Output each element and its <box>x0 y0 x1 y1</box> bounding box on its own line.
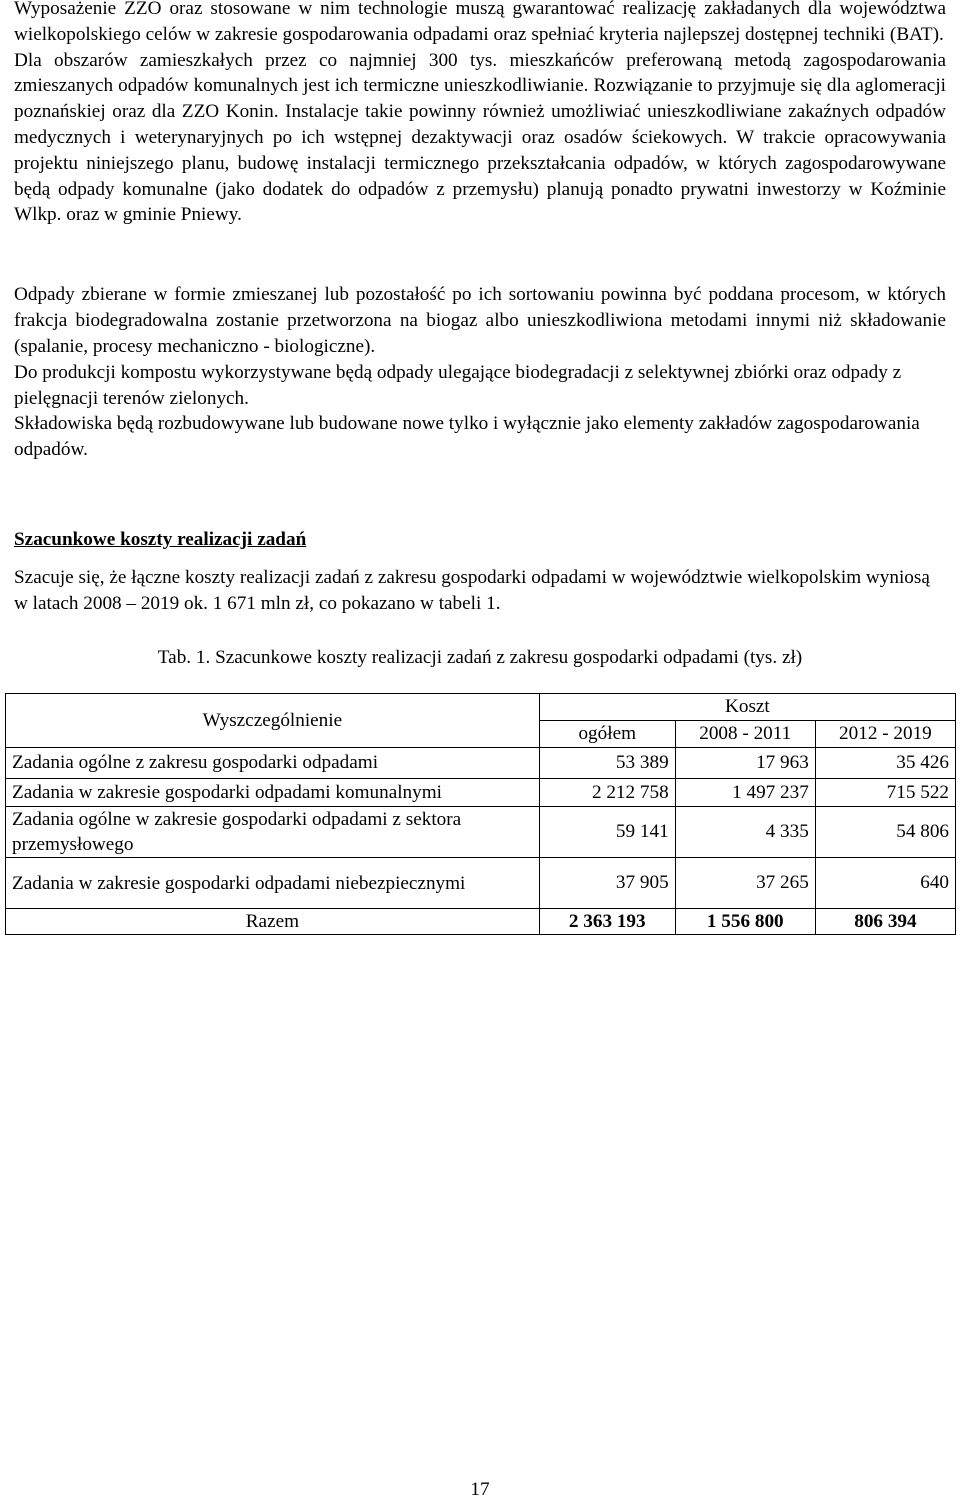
section-heading: Szacunkowe koszty realizacji zadań <box>14 529 307 550</box>
total-value-total: 2 363 193 <box>539 909 675 935</box>
intro-block <box>14 0 946 228</box>
row-value-2008-2011: 37 265 <box>675 858 815 909</box>
table-row <box>6 748 956 779</box>
paragraph-szacuje: Szacuje się, że łączne koszty realizacji zadań z zakresu gospodarki odpadami w województwie wielkopolskim wyniosą w latach 2008 – 2019 ok. 1 671 mln zł, co pokazano w tabeli 1. <box>14 567 930 614</box>
paragraph-odpady-zmieszane: Odpady zbierane w formie zmieszanej lub pozostałość po ich sortowaniu powinna być poddana procesom, w których frakcja biodegradowalna zostanie przetworzona na biogaz albo unieszkodliwiona metodami innymi niż składowanie (spalanie, procesy mechaniczno - biologiczne). <box>14 284 946 357</box>
row-value-2012-2019: 35 426 <box>815 748 955 779</box>
table-row <box>6 858 956 909</box>
header-desc: Wyszczególnienie <box>6 694 540 748</box>
header-group: Koszt <box>539 694 955 721</box>
total-value-2008-2011: 1 556 800 <box>675 909 815 935</box>
row-value-2012-2019: 640 <box>815 858 955 909</box>
total-label: Razem <box>6 909 540 935</box>
paragraph-bat: Wyposażenie ZZO oraz stosowane w nim technologie muszą gwarantować realizację zakładanych dla województwa wielkopolskiego celów w zakresie gospodarowania odpadami oraz spełniać kryteria najlepszej dostępnej techniki (BAT). <box>14 0 946 45</box>
row-value-2008-2011: 4 335 <box>675 807 815 858</box>
row-label: Zadania w zakresie gospodarki odpadami niebezpiecznymi <box>6 858 540 909</box>
header-col-2012-2019: 2012 - 2019 <box>815 721 955 748</box>
header-col-total: ogółem <box>539 721 675 748</box>
page-number: 17 <box>470 1479 490 1500</box>
table-row <box>6 779 956 807</box>
table-header-row <box>6 694 956 721</box>
row-value-2012-2019: 715 522 <box>815 779 955 807</box>
total-value-2012-2019: 806 394 <box>815 909 955 935</box>
table-total-row <box>6 909 956 935</box>
table-caption: Tab. 1. Szacunkowe koszty realizacji zadań z zakresu gospodarki odpadami (tys. zł) <box>157 647 803 668</box>
row-value-total: 37 905 <box>539 858 675 909</box>
paragraph-skladowiska: Składowiska będą rozbudowywane lub budowane nowe tylko i wyłącznie jako elementy zakładów zagospodarowania odpadów. <box>14 413 920 460</box>
row-value-2008-2011: 1 497 237 <box>675 779 815 807</box>
row-label: Zadania ogólne z zakresu gospodarki odpadami <box>6 748 540 779</box>
paragraph-kompost: Do produkcji kompostu wykorzystywane będą odpady ulegające biodegradacji z selektywnej zbiórki oraz odpady z pielęgnacji terenów zielonych. <box>14 362 902 409</box>
row-value-2012-2019: 54 806 <box>815 807 955 858</box>
header-col-2008-2011: 2008 - 2011 <box>675 721 815 748</box>
row-label: Zadania ogólne w zakresie gospodarki odpadami z sektora przemysłowego <box>6 807 540 858</box>
cost-table <box>5 693 956 935</box>
row-value-total: 53 389 <box>539 748 675 779</box>
row-label: Zadania w zakresie gospodarki odpadami komunalnymi <box>6 779 540 807</box>
paragraph-termiczne: Dla obszarów zamieszkałych przez co najmniej 300 tys. mieszkańców preferowaną metodą zagospodarowania zmieszanych odpadów komunalnych jest ich termiczne unieszkodliwianie. Rozwiązanie to przyjmuje się dla aglomeracji poznańskiej oraz dla ZZO Konin. Instalacje takie powinny również umożliwiać unieszkodliwiane zakaźnych odpadów medycznych i weterynaryjnych po ich wstępnej dezaktywacji oraz osadów ściekowych. W trakcie opracowywania projektu niniejszego planu, budowę instalacji termicznego przekształcania odpadów, w których zagospodarowywane będą odpady komunalne (jako dodatek do odpadów z przemysłu) planują ponadto prywatni inwestorzy w Koźminie Wlkp. oraz w gminie Pniewy. <box>14 49 946 226</box>
row-value-2008-2011: 17 963 <box>675 748 815 779</box>
row-value-total: 59 141 <box>539 807 675 858</box>
row-value-total: 2 212 758 <box>539 779 675 807</box>
table-row <box>6 807 956 858</box>
